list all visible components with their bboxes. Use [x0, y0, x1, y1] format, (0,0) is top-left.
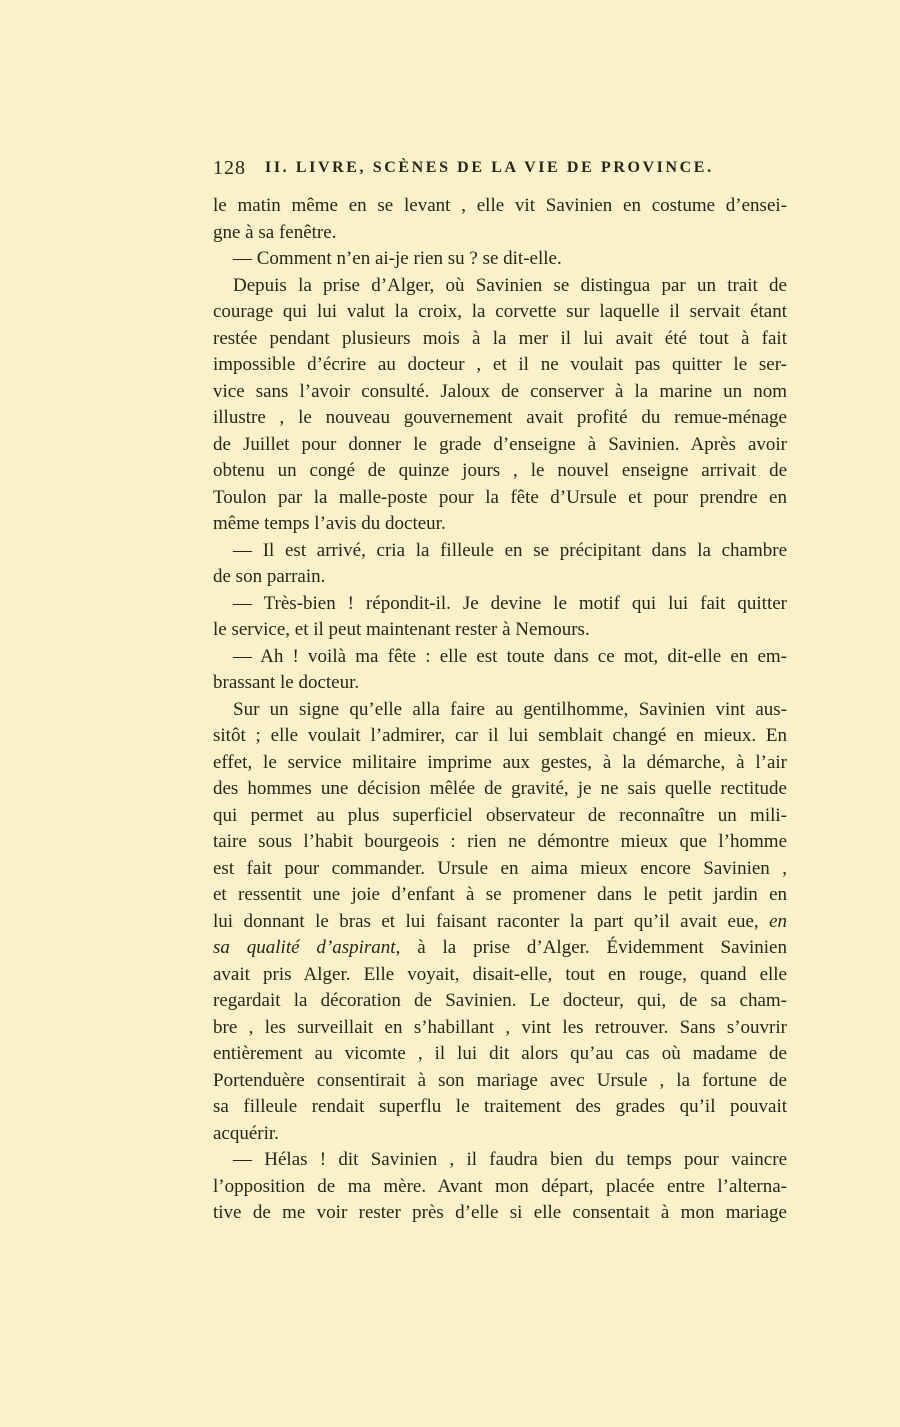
line-text: — Très-bien ! répondit-il. Je devine le motif qui lui fait quitter: [233, 592, 787, 614]
line-text: le service, et il peut maintenant rester à Nemours.: [213, 619, 590, 640]
line-text: vice sans l’avoir consulté. Jaloux de conserver à la marine un nom: [213, 380, 787, 402]
line-text: est fait pour commander. Ursule en aima mieux encore Savinien ,: [213, 857, 787, 879]
text-line: [213, 352, 787, 379]
line-text: effet, le service militaire imprime aux gestes, à la démarche, à l’air: [213, 751, 787, 773]
line-text: sitôt ; elle voulait l’admirer, car il lui semblait changé en mieux. En: [213, 725, 787, 746]
line-text: le matin même en se levant , elle vit Savinien en costume d’ensei-: [213, 195, 787, 216]
text-line: [213, 856, 787, 883]
text-line: [213, 220, 787, 247]
text-line: [213, 617, 787, 644]
italic-text: en: [769, 910, 787, 932]
line-text: acquérir.: [213, 1122, 279, 1144]
text-line: [213, 538, 787, 565]
text-line: [213, 1174, 787, 1201]
text-line: [213, 193, 787, 220]
line-text: qui permet au plus superficiel observateur de reconnaître un mili-: [213, 804, 787, 826]
line-text: entièrement au vicomte , il lui dit alors qu’au cas où madame de: [213, 1043, 787, 1064]
line-text: brassant le docteur.: [213, 672, 360, 693]
line-text: — Hélas ! dit Savinien , il faudra bien du temps pour vaincre: [233, 1149, 787, 1170]
text-line: [213, 644, 787, 671]
text-line: [213, 511, 787, 538]
text-line: [213, 909, 787, 936]
line-text: de son parrain.: [213, 566, 326, 587]
line-text: — Comment n’en ai-je rien su ? se dit-elle.: [233, 248, 562, 269]
text-line: [213, 750, 787, 777]
text-line: [213, 697, 787, 724]
line-text: impossible d’écrire au docteur , et il ne voulait pas quitter le ser-: [213, 354, 787, 375]
page-number: 128: [213, 157, 246, 179]
line-text: restée pendant plusieurs mois à la mer il lui avait été tout à fait: [213, 327, 787, 349]
text-line: [213, 1147, 787, 1174]
text-line: [213, 246, 787, 273]
line-text: courage qui lui valut la croix, la corvette sur laquelle il servait étant: [213, 301, 787, 322]
text-line: [213, 273, 787, 300]
line-text: regardait la décoration de Savinien. Le docteur, qui, de sa cham-: [213, 990, 787, 1011]
text-line: [213, 670, 787, 697]
text-line: [213, 564, 787, 591]
line-text: l’opposition de ma mère. Avant mon départ, placée entre l’alterna-: [213, 1175, 787, 1197]
line-text: Depuis la prise d’Alger, où Savinien se distingua par un trait de: [233, 274, 787, 296]
text-line: [213, 485, 787, 512]
text-line: [213, 1094, 787, 1121]
line-text: tive de me voir rester près d’elle si elle consentait à mon mariage: [213, 1202, 787, 1223]
body-text: [213, 193, 787, 1227]
text-line: [213, 935, 787, 962]
running-title: II. LIVRE, SCÈNES DE LA VIE DE PROVINCE.: [265, 159, 714, 176]
text-line: [213, 1121, 787, 1148]
text-line: [213, 882, 787, 909]
text-line: [213, 1015, 787, 1042]
line-text: taire sous l’habit bourgeois : rien ne démontre mieux que l’homme: [213, 831, 787, 852]
line-text: sa filleule rendait superflu le traitement des grades qu’il pouvait: [213, 1096, 787, 1117]
line-text: même temps l’avis du docteur.: [213, 513, 446, 534]
text-line: [213, 723, 787, 750]
line-text: illustre , le nouveau gouvernement avait profité du remue-ménage: [213, 407, 787, 428]
text-line: [213, 829, 787, 856]
text-line: [213, 988, 787, 1015]
line-text: de Juillet pour donner le grade d’enseigne à Savinien. Après avoir: [213, 433, 787, 455]
line-text: — Ah ! voilà ma fête : elle est toute dans ce mot, dit-elle en em-: [233, 645, 787, 667]
text-line: [213, 379, 787, 406]
text-line: [213, 962, 787, 989]
text-line: [213, 776, 787, 803]
line-text: Sur un signe qu’elle alla faire au gentilhomme, Savinien vint aus-: [233, 698, 787, 720]
line-text: Toulon par la malle-poste pour la fête d’Ursule et pour prendre en: [213, 486, 787, 508]
line-text: , à la prise d’Alger. Évidemment Savinien: [395, 937, 787, 958]
running-header: [213, 157, 787, 185]
text-line: [213, 458, 787, 485]
italic-text: sa qualité d’aspirant: [213, 937, 396, 958]
text-line: [213, 591, 787, 618]
line-text: gne à sa fenêtre.: [213, 221, 337, 243]
line-text: et ressentit une joie d’enfant à se promener dans le petit jardin en: [213, 884, 787, 905]
text-line: [213, 803, 787, 830]
text-line: [213, 405, 787, 432]
line-text: des hommes une décision mêlée de gravité, je ne sais quelle rectitude: [213, 778, 787, 799]
line-text: Portenduère consentirait à son mariage avec Ursule , la fortune de: [213, 1069, 787, 1091]
line-text: — Il est arrivé, cria la filleule en se précipitant dans la chambre: [233, 539, 787, 561]
text-line: [213, 432, 787, 459]
text-line: [213, 299, 787, 326]
line-text: bre , les surveillait en s’habillant , vint les retrouver. Sans s’ouvrir: [213, 1016, 787, 1038]
line-text: lui donnant le bras et lui faisant raconter la part qu’il avait eue,: [213, 910, 770, 932]
line-text: avait pris Alger. Elle voyait, disait-elle, tout en rouge, quand elle: [213, 963, 787, 985]
text-line: [213, 1041, 787, 1068]
text-line: [213, 1068, 787, 1095]
line-text: obtenu un congé de quinze jours , le nouvel enseigne arrivait de: [213, 460, 787, 481]
text-line: [213, 1200, 787, 1227]
text-line: [213, 326, 787, 353]
